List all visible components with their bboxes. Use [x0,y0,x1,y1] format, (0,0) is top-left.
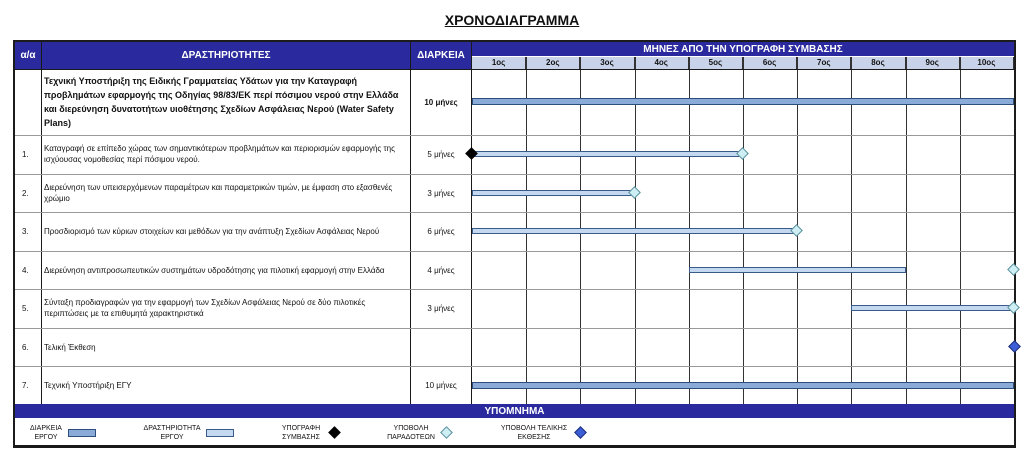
legend-label-line: ΔΡΑΣΤΗΡΙΟΤΗΤΑ [143,425,201,432]
row-duration: 3 μήνες [427,303,455,313]
month-header: 3ος [580,56,634,69]
legend-label [492,424,576,442]
row-number: 1. [22,149,29,159]
month-header: 10ος [960,56,1014,69]
row-text: Τεχνική Υποστήριξη ΕΓΥ [44,380,132,390]
row-duration: 5 μήνες [427,149,455,159]
row-number: 5. [22,303,29,313]
month-header: 4ος [635,56,689,69]
legend-label-line: ΕΡΓΟΥ [34,434,58,441]
row-number: 2. [22,188,29,198]
month-header: 8ος [851,56,905,69]
row-text: Διερεύνηση αντιπροσωπευτικών συστημάτων υδροδότησης για πιλοτική εφαρμογή στην Ελλάδα [44,265,385,275]
row-number: 6. [22,342,29,352]
month-divider [960,56,961,404]
row-divider [472,56,1014,57]
legend-label-line: ΥΠΟΓΡΑΦΗ [281,425,321,432]
month-header: 9ος [906,56,960,69]
legend-label-line: ΣΥΜΒΑΣΗΣ [282,434,320,441]
header-num: α/α [15,42,41,69]
row-text: Σύνταξη προδιαγραφών για την εφαρμογή των Σχεδίων Ασφάλειας Νερού σε δύο πιλοτικές περιπτώσεις με τα επιθυμητά χαρακτηριστικά [44,298,366,318]
row-number: 3. [22,226,29,236]
legend-label-line: ΕΡΓΟΥ [160,434,184,441]
activity-bar [689,267,906,273]
row-number: 7. [22,380,29,390]
month-header: 5ος [689,56,743,69]
month-header: 1ος [472,56,526,69]
row-duration: 3 μήνες [427,188,455,198]
column-divider [41,42,42,404]
legend-bottom-border [13,446,1016,448]
legend-label [385,424,437,442]
month-header: 2ος [526,56,580,69]
legend-label-line: ΕΚΘΕΣΗΣ [517,434,551,441]
header-duration: ΔΙΑΡΚΕΙΑ [411,42,471,69]
activity-bar [472,190,635,196]
row-duration [411,328,471,366]
legend-label [275,424,327,442]
header-months: ΜΗΝΕΣ ΑΠΟ ΤΗΝ ΥΠΟΓΡΑΦΗ ΣΥΜΒΑΣΗΣ [472,42,1014,56]
row-text: Καταγραφή σε επίπεδο χώρας των σημαντικότερων προβλημάτων και περιορισμών εφαρμογής της ισχύουσας νομοθεσίας περί πόσιμου νερού. [44,144,395,164]
legend-label-line: ΥΠΟΒΟΛΗ ΤΕΛΙΚΗΣ [500,425,568,432]
header-activities: ΔΡΑΣΤΗΡΙΟΤΗΤΕΣ [42,42,410,69]
month-divider [906,56,907,404]
row-duration: 6 μήνες [427,226,455,236]
month-header: 7ος [797,56,851,69]
project-duration: 10 μήνες [424,97,458,107]
legend-label [20,424,72,442]
row-text: Τελική Έκθεση [44,342,96,352]
row-text: Διερεύνηση των υπεισερχόμενων παραμέτρων και παραμετρικών τιμών, με έμφαση στο εξασθενές χρώμιο [44,183,393,203]
month-header: 6ος [743,56,797,69]
legend-label [140,424,204,442]
project-duration-bar [472,98,1014,105]
legend-label-line: ΠΑΡΑΔΟΤΕΩΝ [387,434,435,441]
legend-symbol-activity [206,429,234,437]
legend-label-line: ΥΠΟΒΟΛΗ [393,425,429,432]
legend-label-line: ΔΙΑΡΚΕΙΑ [30,425,62,432]
row-duration: 4 μήνες [427,265,455,275]
project-text: Τεχνική Υποστήριξη της Ειδικής Γραμματείας Υδάτων για την Καταγραφή προβλημάτων εφαρμογής της Οδηγίας 98/83/ΕΚ περί πόσιμου νερού στην Ελλάδα και διερεύνηση δυνατοτήτων υιοθέτησης Σχεδίων Ασφάλειας Νερού (Water Safety Plans) [44,76,399,128]
legend-title: ΥΠΟΜΝΗΜΑ [15,404,1014,418]
row-text: Προσδιορισμό των κύριων στοιχείων και μεθόδων για την ανάπτυξη Σχεδίων Ασφάλειας Νερού [44,226,380,236]
page-title: ΧΡΟΝΟΔΙΑΓΡΑΜΜΑ [444,12,580,28]
month-divider [851,56,852,404]
row-duration: 10 μήνες [425,380,457,390]
activity-bar [851,305,1014,311]
column-divider [471,42,472,404]
row-number: 4. [22,265,29,275]
activity-bar [472,228,797,234]
activity-bar [472,151,743,157]
activity-bar [472,382,1014,389]
legend-symbol-duration [68,429,96,437]
